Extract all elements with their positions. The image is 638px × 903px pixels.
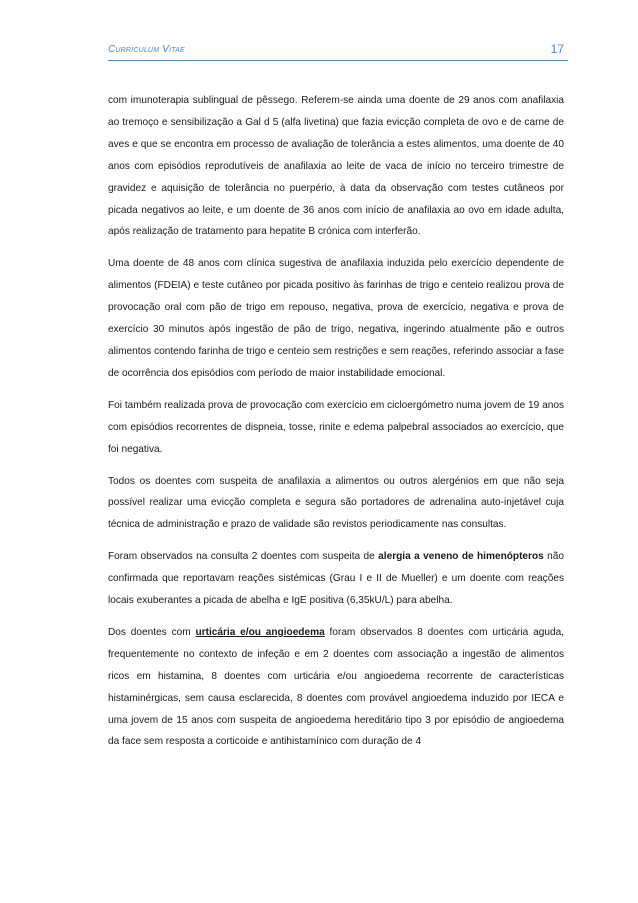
paragraph-5-after: não confirmada que reportavam reações sistémicas (Grau I e II de Mueller) e um doente com reações locais exuberantes a picada de abelha e IgE positiva (6,35kU/L) para abelha. — [108, 551, 564, 607]
paragraph-1: com imunoterapia sublingual de pêssego. Referem-se ainda uma doente de 29 anos com anafilaxia ao tremoço e sensibilização a Gal d 5 (alfa livetina) que fazia evicção completa de ovo e de carne de aves e que se encontra em processo de avaliação de tolerância a estes alimentos, uma doente de 40 anos com episódios reprodutíveis de anafilaxia ao leite de vaca de início no terceiro trimestre de gravidez e aquisição de tolerância no puerpério, à data da observação com testes cutâneos por picada negativos ao leite, e um doente de 36 anos com início de anafilaxia ao ovo em idade adulta, após realização de tratamento para hepatite B crónica com interferão. — [108, 95, 564, 238]
paragraph-2: Uma doente de 48 anos com clínica sugestiva de anafilaxia induzida pelo exercício dependente de alimentos (FDEIA) e teste cutâneo por picada positivo às farinhas de trigo e centeio realizou prova de provocação oral com pão de trigo em repouso, negativa, prova de exercício, negativa e prova de exercício 30 minutos após ingestão de pão de trigo, negativa, ingerindo atualmente pão e outros alimentos contendo farinha de trigo e centeio sem restrições e sem reações, referindo associar a fase de ocorrência dos episódios com período de maior instabilidade emocional. — [108, 258, 564, 379]
paragraph-4: Todos os doentes com suspeita de anafilaxia a alimentos ou outros alergénios em que não seja possível realizar uma evicção completa e segura são portadores de adrenalina auto-injetável cuja técnica de administração e prazo de validade são revistos periodicamente nas consultas. — [108, 475, 564, 531]
paragraph-3: Foi também realizada prova de provocação com exercício em cicloergómetro numa jovem de 19 anos com episódios recorrentes de dispneia, tosse, rinite e edema palpebral associados ao exercício, que foi negativa. — [108, 399, 564, 455]
paragraph-5-emphasis: alergia a veneno de himenópteros — [378, 551, 544, 563]
paragraph-5-before: Foram observados na consulta 2 doentes com suspeita de — [108, 551, 379, 563]
paragraph-6-after: foram observados 8 doentes com urticária aguda, frequentemente no contexto de infeção e em 2 doentes com associação a ingestão de alimentos ricos em histamina, 8 doentes com urticária e/ou angioedema recorrente de características histaminérgicas, sem causa esclarecida, 8 doentes com provável angioedema induzido por IECA e uma jovem de 15 anos com suspeita de angioedema hereditário tipo 3 por episódio de angioedema da face sem resposta a corticoide e antihistamínico com duração de 4 — [108, 626, 564, 748]
paragraph-6 — [108, 622, 564, 753]
body-text — [108, 90, 564, 763]
header-rule — [108, 60, 568, 61]
page-number: 17 — [550, 42, 564, 56]
page-header — [108, 44, 568, 62]
running-head: Curriculum Vitae — [108, 44, 185, 55]
paragraph-6-emphasis: urticária e/ou angioedema — [195, 626, 325, 638]
paragraph-5 — [108, 546, 564, 612]
paragraph-6-before: Dos doentes com — [108, 626, 196, 638]
